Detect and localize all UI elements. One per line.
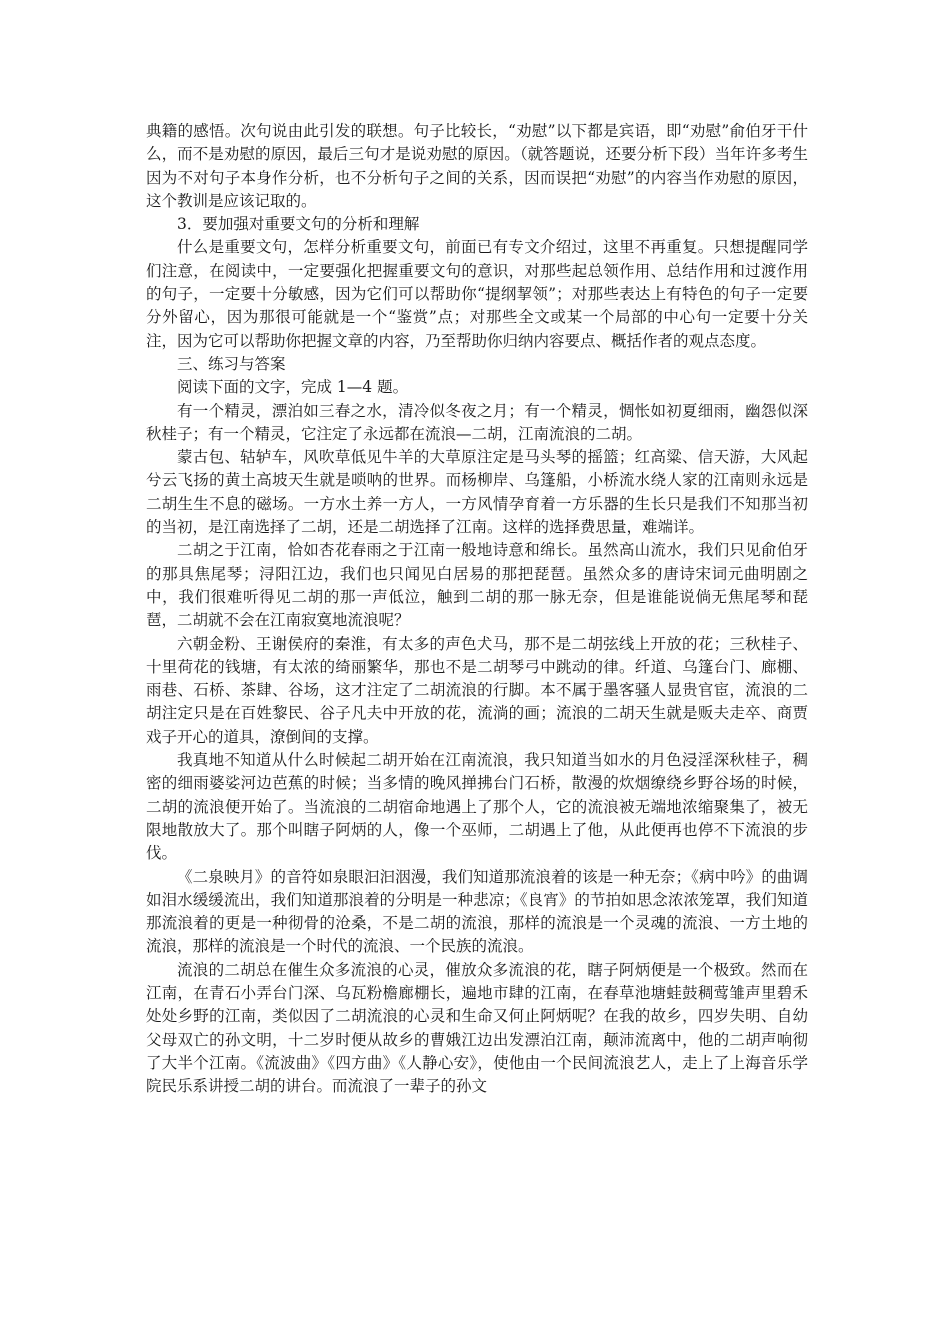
- paragraph-important-sentences: 什么是重要文句，怎样分析重要文句，前面已有专文介绍过，这里不再重复。只想提醒同学们注意，在阅读中，一定要强化把握重要文句的意识，对那些起总领作用、总结作用和过渡作用的句子，一定要十分敏感，因为它们可以帮助你“提纲挈领”；对那些表达上有特色的句子一定要分外留心，因为那很可能就是一个“鉴赏”点；对那些全文或某一个局部的中心句一定要十分关注，因为它可以帮助你把握文章的内容，乃至帮助你归纳内容要点、概括作者的观点态度。: [146, 238, 808, 350]
- section-heading-3: 3．要加强对重要文句的分析和理解: [177, 215, 420, 234]
- document-page: [146, 120, 808, 1098]
- passage-paragraph-7: 流浪的二胡总在催生众多流浪的心灵，催放众多流浪的花，瞎子阿炳便是一个极致。然而在江南，在青石小弄台门深、乌瓦粉檐廊棚长，遍地市肆的江南，在春草池塘蛙鼓稠莺雏声里碧禾处处乡野的江南，类似因了二胡流浪的心灵和生命又何止阿炳呢？在我的故乡，四岁失明、自幼父母双亡的孙文明，十二岁时便从故乡的曹娥江边出发漂泊江南，颠沛流离中，他的二胡声响彻了大半个江南。《流波曲》《四方曲》《人静心安》，使他由一个民间流浪艺人，走上了上海音乐学院民乐系讲授二胡的讲台。而流浪了一辈子的孙文: [146, 960, 808, 1096]
- passage-paragraph-5: 我真地不知道从什么时候起二胡开始在江南流浪，我只知道当如水的月色浸淫深秋桂子，稠密的细雨婆娑河边芭蕉的时候；当多情的晚风掸拂台门石桥，散漫的炊烟缭绕乡野谷场的时候，二胡的流浪便开始了。当流浪的二胡宿命地遇上了那个人，它的流浪被无端地浓缩聚集了，被无限地散放大了。那个叫瞎子阿炳的人，像一个巫师，二胡遇上了他，从此便再也停不下流浪的步伐。: [146, 751, 808, 863]
- paragraph-1: 典籍的感悟。次句说由此引发的联想。句子比较长，“劝慰”以下都是宾语，即“劝慰”俞伯牙干什么，而不是劝慰的原因，最后三句才是说劝慰的原因。（就答题说，还要分析下段）当年许多考生因为不对句子本身作分析，也不分析句子之间的关系，因而误把“劝慰”的内容当作劝慰的原因，这个教训是应该记取的。: [146, 122, 808, 210]
- passage-paragraph-4: 六朝金粉、王谢侯府的秦淮，有太多的声色犬马，那不是二胡弦线上开放的花；三秋桂子、十里荷花的钱塘，有太浓的绮丽繁华，那也不是二胡琴弓中跳动的律。纤道、乌篷台门、廊棚、雨巷、石桥、茶肆、谷场，这才注定了二胡流浪的行脚。本不属于墨客骚人显贵官宦，流浪的二胡注定只是在百姓黎民、谷子凡夫中开放的花，流淌的画；流浪的二胡天生就是贩夫走卒、商贾戏子开心的道具，潦倒间的支撑。: [146, 634, 808, 746]
- passage-paragraph-1: 有一个精灵，漂泊如三春之水，清冷似冬夜之月；有一个精灵，惆怅如初夏细雨，幽怨似深秋桂子；有一个精灵，它注定了永远都在流浪—二胡，江南流浪的二胡。: [146, 401, 808, 443]
- passage-paragraph-3: 二胡之于江南，恰如杏花春雨之于江南一般地诗意和绵长。虽然高山流水，我们只见俞伯牙的那具焦尾琴；浔阳江边，我们也只闻见白居易的那把琵琶。虽然众多的唐诗宋词元曲明剧之中，我们很难听得见二胡的那一声低泣，触到二胡的那一脉无奈，但是谁能说倘无焦尾琴和琵琶，二胡就不会在江南寂寞地流浪呢？: [146, 541, 808, 630]
- passage-paragraph-2: 蒙古包、轱轳车，风吹草低见牛羊的大草原注定是马头琴的摇篮；红高粱、信天游，大风起兮云飞扬的黄土高坡天生就是唢呐的世界。而杨柳岸、乌篷船，小桥流水绕人家的江南则永远是二胡生生不息的磁场。一方水土养一方人，一方风情孕育着一方乐器的生长只是我们不知那当初的当初，是江南选择了二胡，还是二胡选择了江南。这样的选择费思量，难端详。: [146, 448, 808, 537]
- section-heading-exercises: 三、练习与答案: [177, 354, 286, 373]
- reading-instruction: 阅读下面的文字，完成 1—4 题。: [177, 378, 409, 397]
- passage-paragraph-6: 《二泉映月》的音符如泉眼汩汩洇漫，我们知道那流浪着的该是一种无奈；《病中吟》的曲调如泪水缓缓流出，我们知道那浪着的分明是一种悲凉；《良宵》的节拍如思念浓浓笼罩，我们知道那流浪着的更是一种彻骨的沧桑，不是二胡的流浪，那样的流浪是一个灵魂的流浪、一方土地的流浪，那样的流浪是一个时代的流浪、一个民族的流浪。: [146, 867, 808, 956]
